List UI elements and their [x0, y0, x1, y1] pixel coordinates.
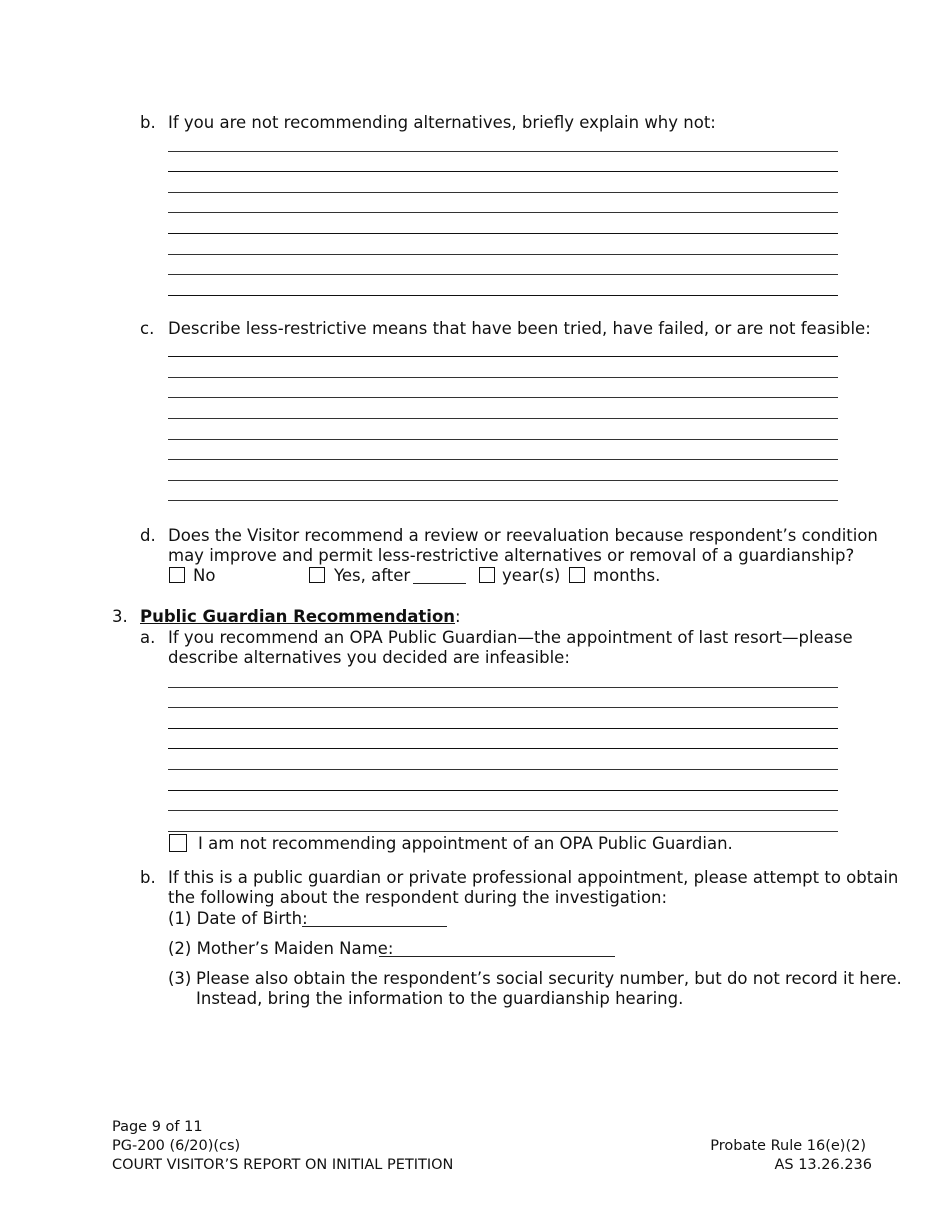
answer-line[interactable]	[168, 418, 838, 419]
item-3b-letter: b.	[140, 868, 156, 887]
answer-line[interactable]	[168, 151, 838, 152]
not-recommending-opa-checkbox[interactable]	[169, 834, 187, 852]
item-d-letter: d.	[140, 526, 156, 545]
review-yes-checkbox[interactable]	[309, 567, 325, 583]
answer-line[interactable]	[168, 831, 838, 832]
answer-line[interactable]	[168, 810, 838, 811]
answer-line[interactable]	[168, 397, 838, 398]
footer-page-number: Page 9 of 11	[112, 1119, 203, 1135]
review-no-checkbox[interactable]	[169, 567, 185, 583]
section-3-heading	[140, 607, 461, 627]
item-c-prompt: Describe less-restrictive means that have been tried, have failed, or are not feasible:	[168, 319, 871, 338]
answer-line[interactable]	[168, 687, 838, 688]
answer-line[interactable]	[168, 254, 838, 255]
years-checkbox[interactable]	[479, 567, 495, 583]
answer-line[interactable]	[168, 439, 838, 440]
mothers-maiden-name-label: (2) Mother’s Maiden Name:	[168, 939, 394, 958]
ssn-note-line1: Please also obtain the respondent’s social security number, but do not record it here.	[196, 969, 902, 988]
answer-line[interactable]	[168, 233, 838, 234]
item-3b-question-line1: If this is a public guardian or private professional appointment, please attempt to obtain	[168, 868, 899, 887]
answer-line[interactable]	[168, 480, 838, 481]
review-no-label: No	[193, 566, 216, 585]
answer-line[interactable]	[168, 728, 838, 729]
answer-line[interactable]	[168, 707, 838, 708]
item-3a-letter: a.	[140, 628, 156, 647]
answer-line[interactable]	[168, 377, 838, 378]
section-3-number: 3.	[112, 607, 128, 626]
footer-statute: AS 13.26.236	[774, 1157, 872, 1173]
section-3-heading-colon: :	[455, 607, 461, 626]
item-3a-question-line1: If you recommend an OPA Public Guardian—the appointment of last resort—please	[168, 628, 853, 647]
answer-line[interactable]	[168, 500, 838, 501]
answer-line[interactable]	[168, 295, 838, 296]
answer-line[interactable]	[168, 171, 838, 172]
answer-line[interactable]	[168, 769, 838, 770]
item-b-letter: b.	[140, 113, 156, 132]
item-3b-question-line2: the following about the respondent during the investigation:	[168, 888, 668, 907]
item-d-question-line2: may improve and permit less-restrictive alternatives or removal of a guardianship?	[168, 546, 855, 565]
answer-line[interactable]	[168, 192, 838, 193]
answer-line[interactable]	[168, 212, 838, 213]
ssn-note-number: (3)	[168, 969, 192, 988]
mothers-maiden-name-field[interactable]	[379, 956, 615, 957]
answer-line[interactable]	[168, 790, 838, 791]
section-3-heading-text: Public Guardian Recommendation	[140, 607, 456, 626]
item-3a-question-line2: describe alternatives you decided are infeasible:	[168, 648, 570, 667]
answer-line[interactable]	[168, 356, 838, 357]
answer-line[interactable]	[168, 274, 838, 275]
ssn-note-line2: Instead, bring the information to the guardianship hearing.	[196, 989, 684, 1008]
answer-line[interactable]	[168, 459, 838, 460]
item-c-letter: c.	[140, 319, 155, 338]
not-recommending-opa-label: I am not recommending appointment of an OPA Public Guardian.	[198, 834, 733, 853]
item-d-question-line1: Does the Visitor recommend a review or reevaluation because respondent’s condition	[168, 526, 878, 545]
date-of-birth-label: (1) Date of Birth:	[168, 909, 308, 928]
months-label: months.	[593, 566, 661, 585]
footer-form-title: COURT VISITOR’S REPORT ON INITIAL PETITION	[112, 1157, 454, 1173]
years-label: year(s)	[502, 566, 561, 585]
months-checkbox[interactable]	[569, 567, 585, 583]
date-of-birth-field[interactable]	[302, 926, 447, 927]
review-yes-label: Yes, after	[334, 566, 411, 585]
answer-line[interactable]	[168, 748, 838, 749]
review-period-blank[interactable]	[413, 583, 466, 584]
footer-probate-rule: Probate Rule 16(e)(2)	[710, 1138, 866, 1154]
item-b-prompt: If you are not recommending alternatives, briefly explain why not:	[168, 113, 716, 132]
footer-form-id: PG-200 (6/20)(cs)	[112, 1138, 241, 1154]
